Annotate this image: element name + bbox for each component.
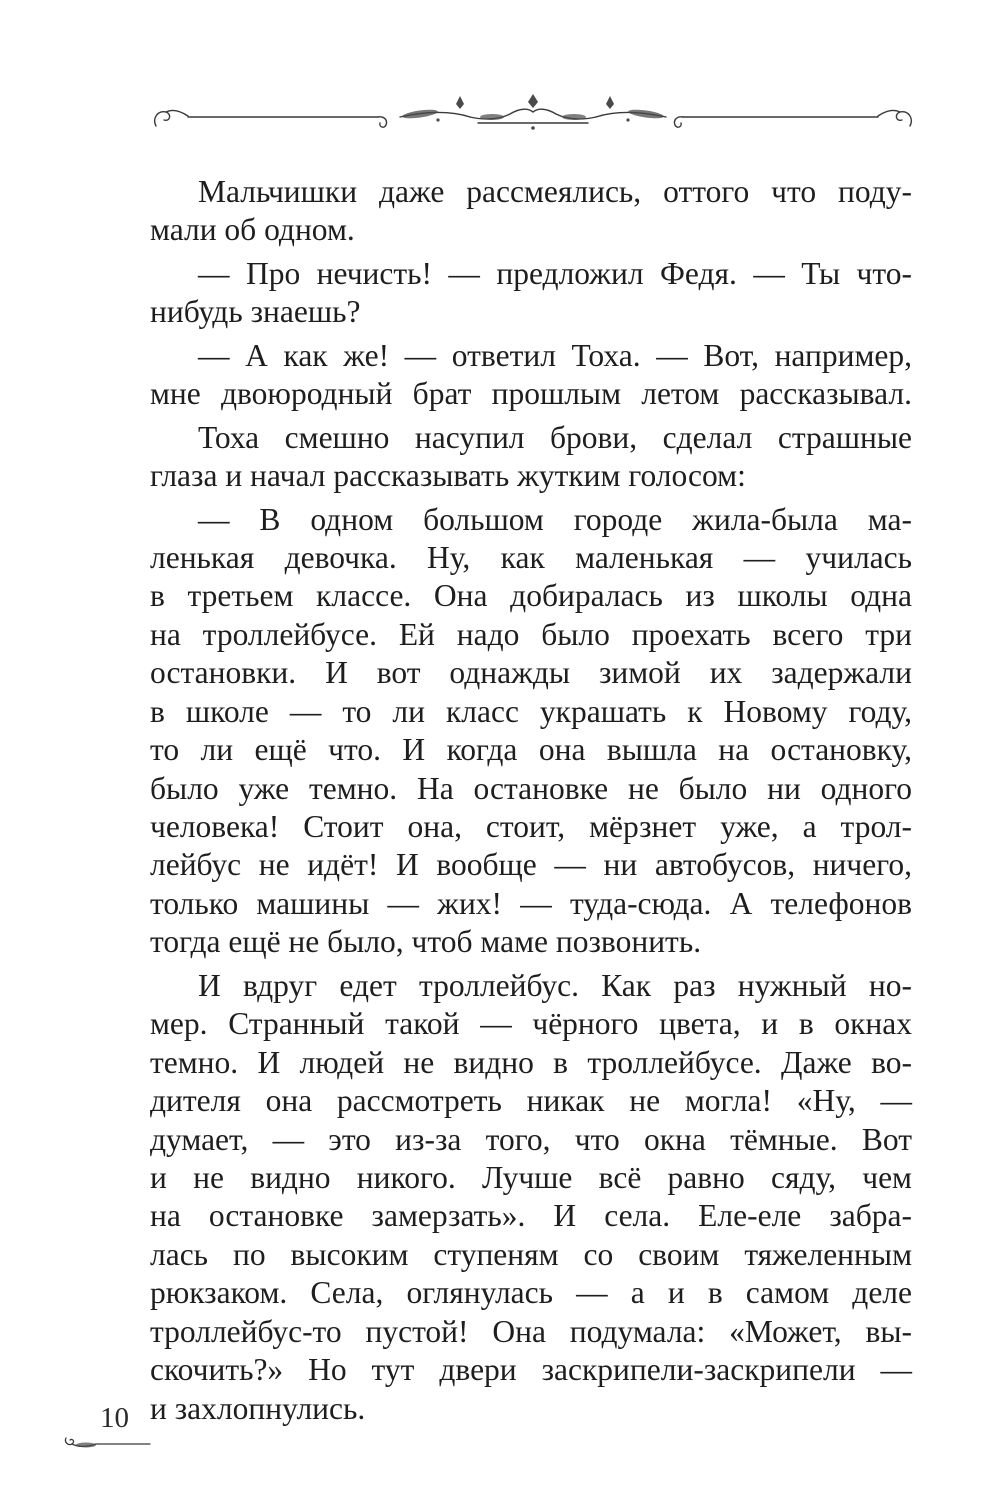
text-line: на остановке замерзать». И села. Еле-еле забра- [150,1198,912,1234]
decorative-footer-ornament [60,1432,152,1452]
text-line: — В одном большом городе жила-была ма- [198,501,912,537]
text-line: только машины — жих! — туда-сюда. А телефонов [150,885,912,921]
text-line: и захлопнулись. [150,1390,366,1426]
text-line: на троллейбусе. Ей надо было проехать всего три [150,616,912,652]
text-line: тогда ещё не было, чтоб маме позвонить. [150,924,702,960]
text-line: человека! Стоит она, стоит, мёрзнет уже, а трол- [150,809,912,844]
text-line: в третьем классе. Она добиралась из школы одна [150,578,912,614]
text-line: ленькая девочка. Ну, как маленькая — училась [150,539,912,575]
text-line: И вдруг едет троллейбус. Как раз нужный но- [198,967,912,1003]
paragraph [150,173,912,250]
text-line: нибудь знаешь? [150,294,361,330]
text-line: то ли ещё что. И когда она вышла на остановку, [150,732,912,768]
text-line: мали об одном. [150,212,355,248]
decorative-header-ornament [148,90,918,136]
text-line: остановки. И вот однажды зимой их задержали [150,655,912,691]
text-line: Мальчишки даже рассмеялись, оттого что поду- [198,174,912,209]
text-line: темно. И людей не видно в троллейбусе. Даже во- [150,1044,912,1080]
text-line: и не видно никого. Лучше всё равно сяду, чем [150,1159,912,1195]
text-line: дителя она рассмотреть никак не могла! «Ну, — [150,1083,912,1119]
paragraph [150,255,912,332]
text-line: было уже темно. На остановке не было ни одного [150,770,912,806]
text-line: лась по высоким ступеням со своим тяжеленным [150,1236,912,1272]
text-line: скочить?» Но тут двери заскрипели-заскрипели — [150,1352,912,1388]
text-line: — А как же! — ответил Тоха. — Вот, например, [198,337,912,373]
text-line: думает, — это из-за того, что окна тёмные. Вот [150,1121,912,1157]
text-line: троллейбус-то пустой! Она подумала: «Может, вы- [150,1313,912,1349]
text-line: мне двоюродный брат прошлым летом рассказывал. [150,376,912,412]
paragraph [150,501,912,962]
text-line: лейбус не идёт! И вообще — ни автобусов, ничего, [150,847,912,883]
text-line: Тоха смешно насупил брови, сделал страшные [198,419,912,455]
text-line: мер. Странный такой — чёрного цвета, и в окнах [150,1006,912,1042]
paragraph [150,967,912,1428]
text-line: — Про нечисть! — предложил Федя. — Ты что- [198,255,912,291]
text-block [150,173,912,1428]
paragraph [150,337,912,414]
text-line: глаза и начал рассказывать жутким голосом: [150,458,746,494]
text-line: в школе — то ли класс украшать к Новому году, [150,693,912,729]
text-line: рюкзаком. Села, оглянулась — а и в самом деле [150,1275,912,1311]
page-number: 10 [100,1402,129,1434]
paragraph [150,419,912,496]
